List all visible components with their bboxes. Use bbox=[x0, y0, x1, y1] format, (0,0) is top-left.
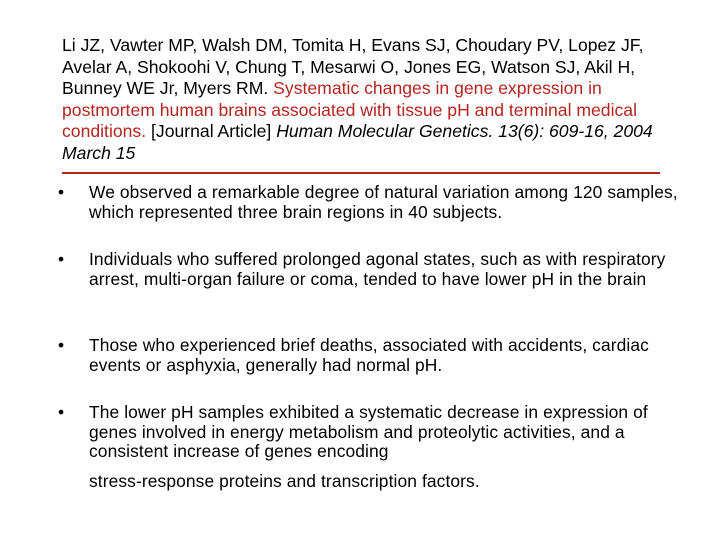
bullet-text: The lower pH samples exhibited a systematic decrease in expression of genes involved in energy metabolism and proteolytic activities, and a consistent increase of genes encoding bbox=[89, 402, 648, 461]
bullet-item bbox=[58, 403, 678, 491]
citation-block bbox=[62, 35, 662, 164]
bullet-text-continuation: stress-response proteins and transcription factors. bbox=[89, 470, 480, 491]
bullet-icon: • bbox=[58, 402, 65, 422]
red-divider bbox=[62, 172, 660, 174]
bullet-icon: • bbox=[58, 182, 65, 202]
citation-journal: Human Molecular Genetics. 13(6): 609-16, 2004 March 15 bbox=[62, 121, 653, 163]
bullet-text: Those who experienced brief deaths, associated with accidents, cardiac events or asphyxia, generally had normal pH. bbox=[89, 335, 649, 375]
citation-title: Systematic changes in gene expression in postmortem human brains associated with tissue pH and terminal medical conditions. bbox=[62, 78, 637, 141]
bullet-icon: • bbox=[58, 249, 65, 269]
bullet-text: We observed a remarkable degree of natural variation among 120 samples, which represented three brain regions in 40 subjects. bbox=[89, 182, 678, 222]
citation-authors: Li JZ, Vawter MP, Walsh DM, Tomita H, Evans SJ, Choudary PV, Lopez JF, Avelar A, Shokoohi V, Chung T, Mesarwi O, Jones EG, Watson SJ, Akil H, Bunney WE Jr, Myers RM. bbox=[62, 35, 644, 98]
citation-type: [Journal Article] bbox=[146, 121, 277, 141]
bullet-item bbox=[58, 183, 678, 222]
bullet-icon: • bbox=[58, 335, 65, 355]
bullet-item bbox=[58, 250, 678, 289]
bullet-item bbox=[58, 336, 678, 375]
bullet-text: Individuals who suffered prolonged agonal states, such as with respiratory arrest, multi-organ failure or coma, tended to have lower pH in the brain bbox=[89, 249, 666, 289]
